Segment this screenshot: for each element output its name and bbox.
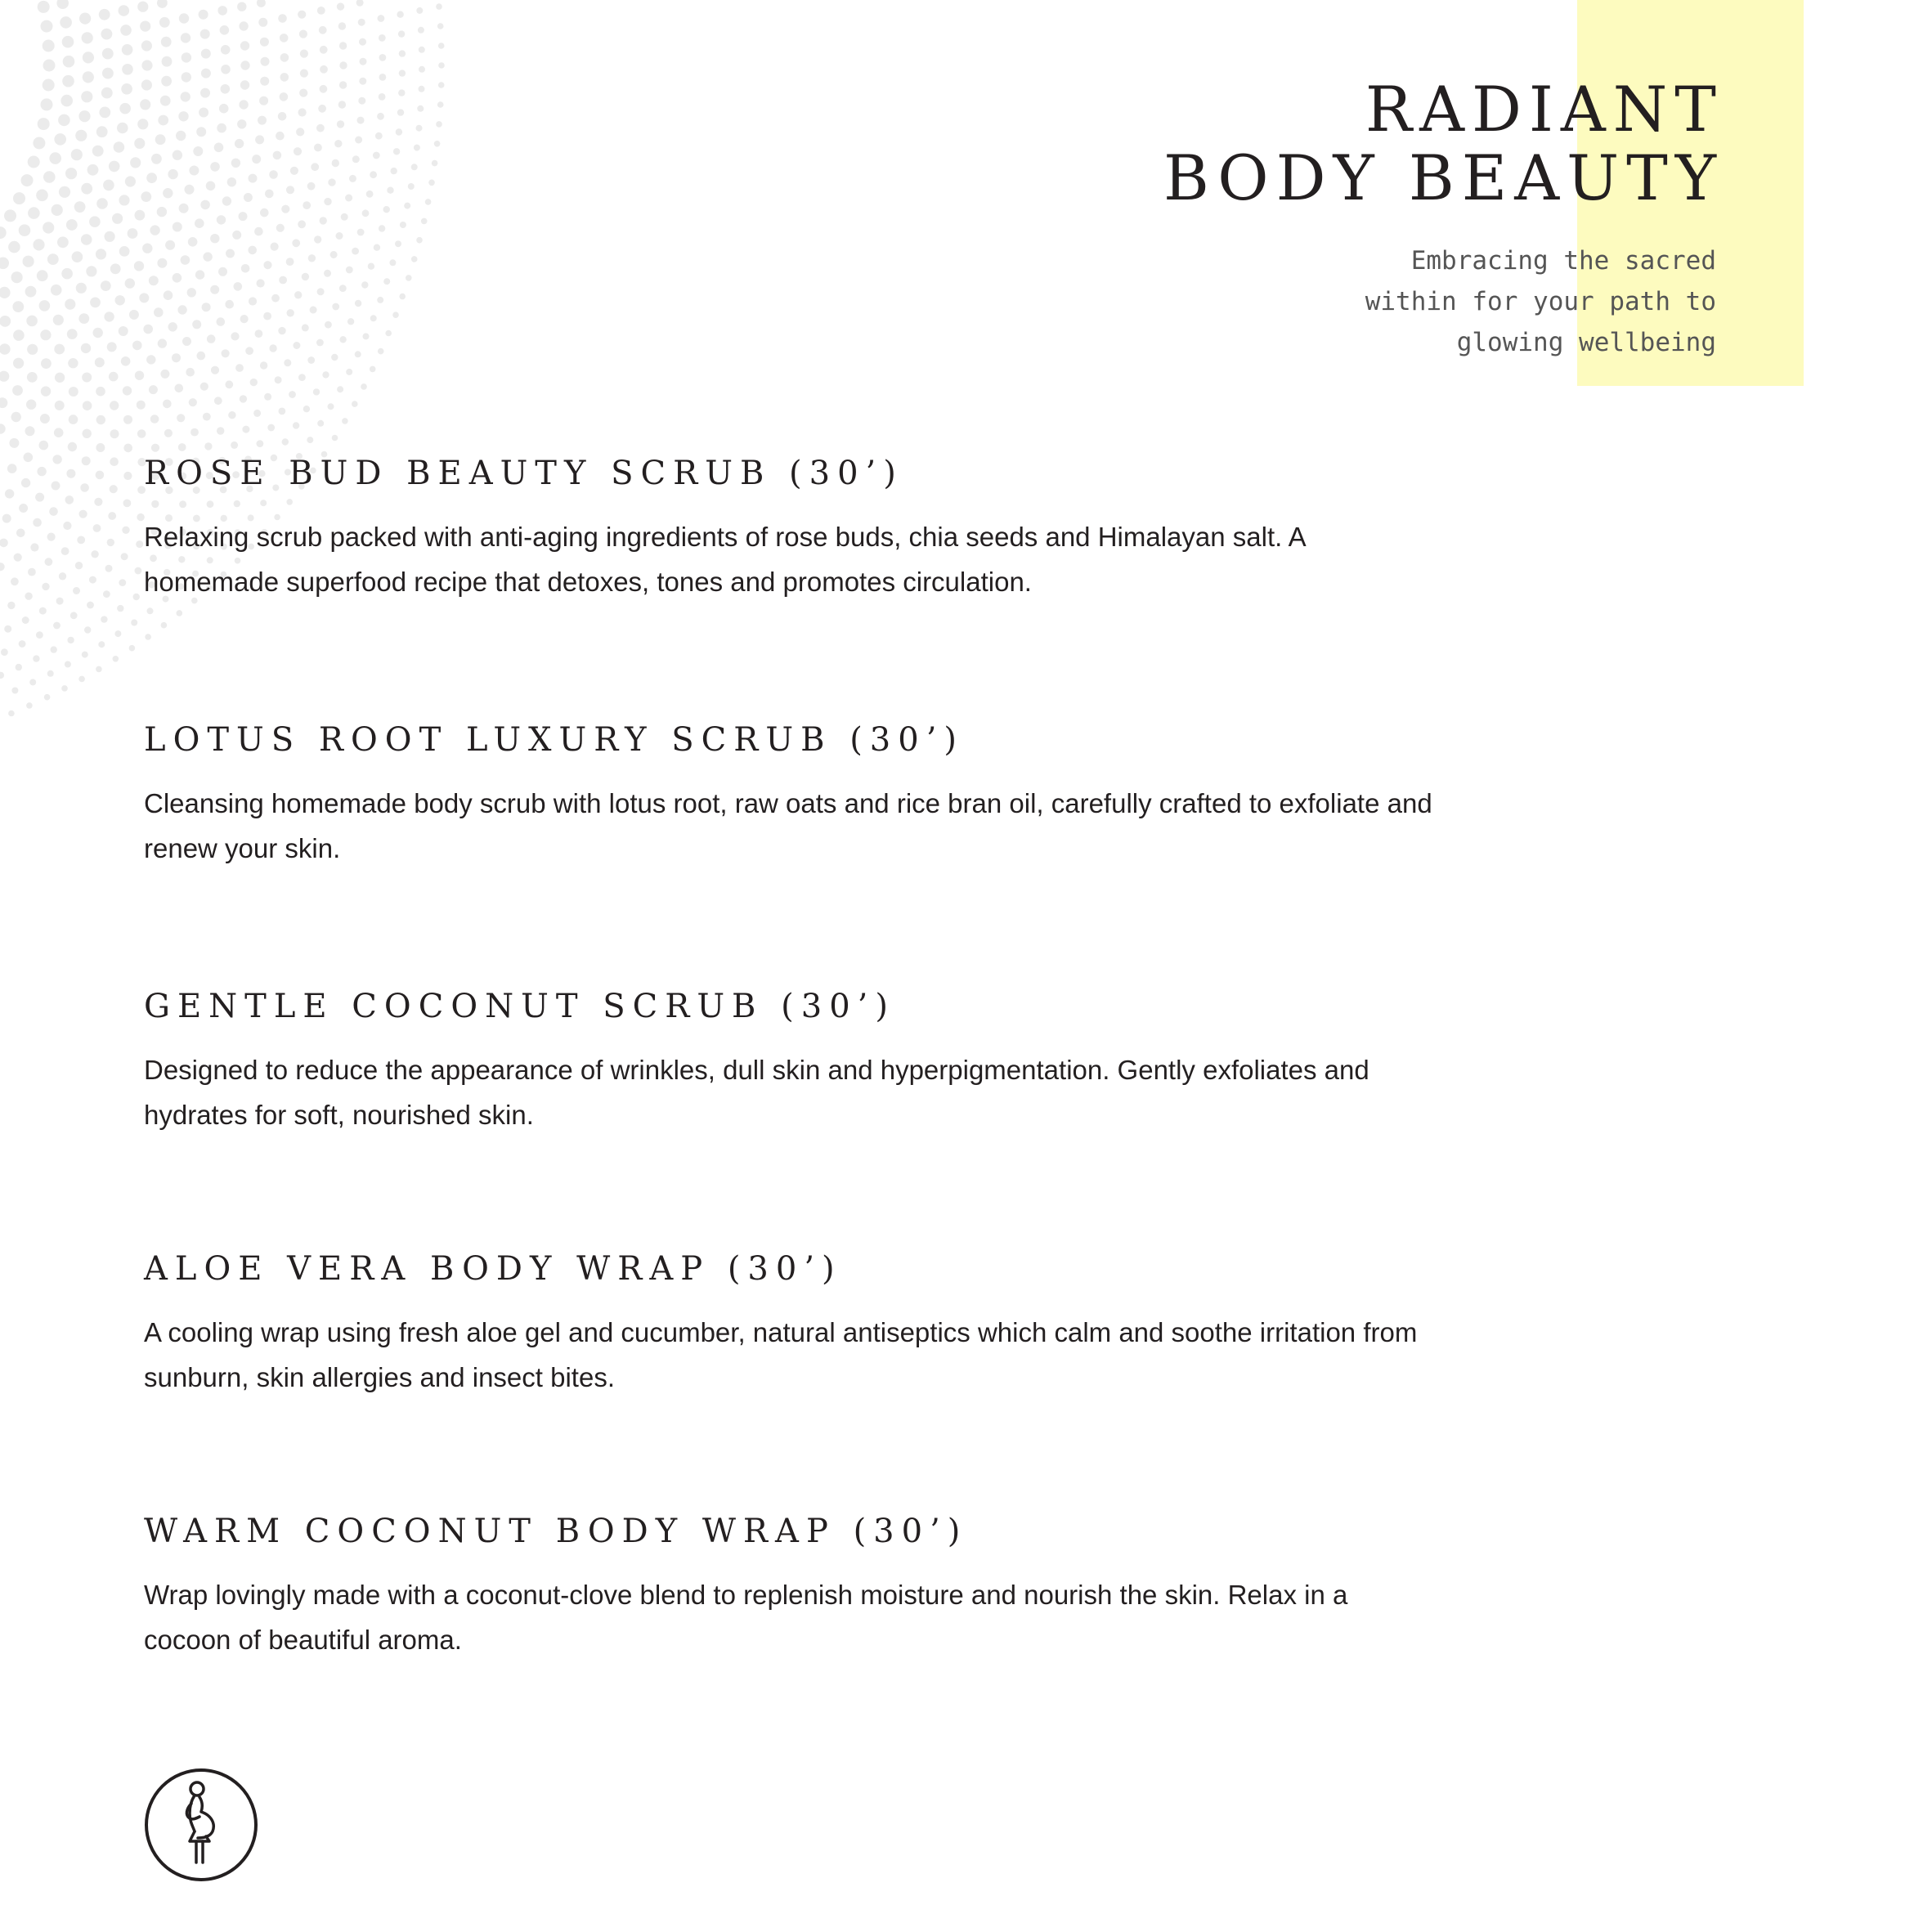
pregnancy-safe-icon [142,1766,260,1884]
treatment-description: A cooling wrap using fresh aloe gel and cucumber, natural antiseptics which calm and soothe irritation from sunburn, skin allergies and insect bites. [144,1317,1418,1392]
treatment-name: GENTLE COCONUT SCRUB (30’) [144,988,895,1025]
treatment-description: Designed to reduce the appearance of wrinkles, dull skin and hyperpigmentation. Gently exfoliates and hydrates for soft, nourished skin. [144,1055,1369,1130]
subtitle-line-2: within for your path to [1365,287,1716,316]
page-subtitle [1163,240,1716,363]
page-title-line-1: RADIANT [1365,73,1724,146]
treatment-item-aloe-vera-wrap [144,1249,1436,1400]
treatment-item-gentle-coconut-scrub [144,987,1436,1137]
subtitle-line-3: glowing wellbeing [1456,328,1716,357]
treatment-item-rose-bud-scrub [144,454,1436,604]
subtitle-line-1: Embracing the sacred [1410,246,1716,276]
treatment-description: Relaxing scrub packed with anti-aging ingredients of rose buds, chia seeds and Himalayan salt. A homemade superfood recipe that detoxes, tones and promotes circulation. [144,522,1305,597]
treatment-description: Wrap lovingly made with a coconut-clove blend to replenish moisture and nourish the skin. Relax in a cocoon of beautiful aroma. [144,1580,1348,1655]
treatment-item-lotus-root-scrub [144,720,1436,871]
dot-pattern-decoration [0,0,458,736]
treatment-name: ROSE BUD BEAUTY SCRUB (30’) [144,455,903,492]
treatment-item-warm-coconut-wrap [144,1512,1436,1662]
page-header [1163,73,1724,363]
treatment-name: WARM COCONUT BODY WRAP (30’) [144,1513,968,1550]
page-title-line-2: BODY BEAUTY [1163,141,1724,214]
treatment-name: LOTUS ROOT LUXURY SCRUB (30’) [144,721,965,759]
treatment-description: Cleansing homemade body scrub with lotus root, raw oats and rice bran oil, carefully crafted to exfoliate and renew your skin. [144,788,1432,863]
treatment-name: ALOE VERA BODY WRAP (30’) [144,1250,842,1288]
